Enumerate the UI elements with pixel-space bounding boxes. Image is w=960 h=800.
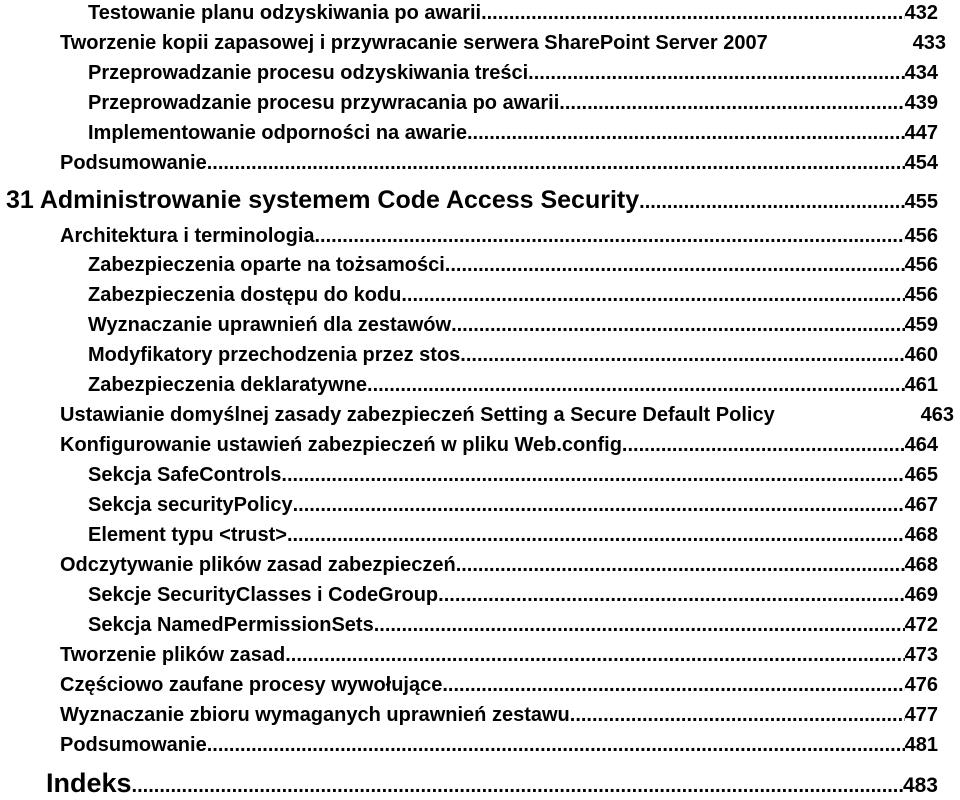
toc-entry-page: 468	[904, 524, 938, 546]
toc-entry-title: Tworzenie plików zasad	[60, 644, 286, 666]
toc-entry-page: 464	[904, 434, 938, 456]
dot-leader	[481, 2, 905, 25]
dot-leader	[285, 644, 904, 667]
toc-entry-page: 459	[904, 314, 938, 336]
toc-entry-page: 469	[904, 584, 938, 606]
toc-entry-page: 455	[904, 191, 938, 213]
toc-entry	[60, 32, 946, 55]
toc-entry-page: 477	[904, 704, 938, 726]
toc-entry-title: Odczytywanie plików zasad zabezpieczeń	[60, 554, 456, 576]
toc-entry-title: Przeprowadzanie procesu odzyskiwania treści	[88, 62, 529, 84]
toc-entry	[60, 152, 938, 175]
toc-entry-title: Konfigurowanie ustawień zabezpieczeń w pliku Web.config	[60, 434, 622, 456]
toc-entry-title: Wyznaczanie uprawnień dla zestawów	[88, 314, 452, 336]
toc-entry-page: 439	[904, 92, 938, 114]
toc-entry	[60, 404, 954, 427]
toc-entry	[88, 524, 938, 547]
toc-entry-page: 463	[920, 404, 954, 426]
toc-entry	[60, 225, 938, 248]
toc-entry-page: 460	[904, 344, 938, 366]
toc-entry	[60, 434, 938, 457]
dot-leader	[367, 374, 905, 397]
toc-entry-page: 465	[904, 464, 938, 486]
dot-leader	[456, 554, 905, 577]
toc-entry	[60, 674, 938, 697]
toc-entry-title: Zabezpieczenia deklaratywne	[88, 374, 368, 396]
dot-leader	[207, 734, 905, 757]
dot-leader	[438, 584, 904, 607]
toc-entry	[88, 2, 938, 25]
toc-entry-page: 467	[904, 494, 938, 516]
toc-entry-page: 434	[904, 62, 938, 84]
toc-entry-page: 461	[904, 374, 938, 396]
dot-leader	[570, 704, 905, 727]
dot-leader	[207, 152, 905, 175]
dot-leader	[442, 674, 904, 697]
toc-entry-title: Testowanie planu odzyskiwania po awarii	[88, 2, 482, 24]
toc-entry-page: 481	[904, 734, 938, 756]
toc-entry	[88, 314, 938, 337]
toc-entry	[88, 464, 938, 487]
toc-entry-page: 456	[904, 284, 938, 306]
toc-entry-title: Zabezpieczenia oparte na tożsamości	[88, 254, 445, 276]
toc-entry-title: Sekcja SafeControls	[88, 464, 282, 486]
dot-leader	[401, 284, 904, 307]
dot-leader	[315, 225, 905, 248]
toc-entry	[88, 284, 938, 307]
dot-leader	[293, 494, 905, 517]
toc-entry-page: 456	[904, 254, 938, 276]
toc-entry	[88, 254, 938, 277]
toc-entry-page: 432	[904, 2, 938, 24]
toc-entry	[88, 122, 938, 145]
toc-entry-title: Zabezpieczenia dostępu do kodu	[88, 284, 402, 306]
toc-entry-page: 472	[904, 614, 938, 636]
dot-leader	[467, 122, 905, 145]
toc-entry	[60, 644, 938, 667]
toc-entry-title: Element typu <trust>	[88, 524, 287, 546]
toc-entry-page: 476	[904, 674, 938, 696]
dot-leader	[445, 254, 905, 277]
dot-leader	[639, 191, 904, 214]
toc-entry-page: 473	[904, 644, 938, 666]
dot-leader	[528, 62, 904, 85]
toc-entry-title: Częściowo zaufane procesy wywołujące	[60, 674, 443, 696]
toc-entry-title: Ustawianie domyślnej zasady zabezpieczeń Setting a Secure Default Policy	[60, 404, 775, 426]
toc-entry-title: Modyfikatory przechodzenia przez stos	[88, 344, 461, 366]
toc-entry-page: 433	[912, 32, 946, 54]
toc-entry-title: Wyznaczanie zbioru wymaganych uprawnień zestawu	[60, 704, 570, 726]
toc-entry	[60, 554, 938, 577]
dot-leader	[374, 614, 905, 637]
toc-index-entry	[46, 768, 938, 799]
toc-entry-title: Indeks	[46, 768, 132, 798]
toc-entry-title: Przeprowadzanie procesu przywracania po awarii	[88, 92, 560, 114]
toc-entry-title: 31 Administrowanie systemem Code Access Security	[6, 186, 640, 214]
toc-entry	[88, 344, 938, 367]
dot-leader	[451, 314, 905, 337]
toc-entry	[88, 62, 938, 85]
toc-entry	[88, 584, 938, 607]
toc-entry-title: Sekcja NamedPermissionSets	[88, 614, 374, 636]
toc-entry-page: 447	[904, 122, 938, 144]
toc-entry-title: Podsumowanie	[60, 734, 207, 756]
toc-entry	[88, 92, 938, 115]
toc-entry	[88, 614, 938, 637]
toc-entry	[88, 374, 938, 397]
dot-leader	[132, 775, 903, 798]
toc-entry-page: 456	[904, 225, 938, 247]
toc-entry-title: Podsumowanie	[60, 152, 207, 174]
toc-entry-title: Sekcje SecurityClasses i CodeGroup	[88, 584, 439, 606]
toc-entry	[60, 734, 938, 757]
toc-entry-title: Sekcja securityPolicy	[88, 494, 293, 516]
dot-leader	[460, 344, 904, 367]
dot-leader	[287, 524, 905, 547]
toc-entry	[60, 704, 938, 727]
toc-entry-title: Architektura i terminologia	[60, 225, 315, 247]
toc-entry-page: 454	[904, 152, 938, 174]
toc-entry	[88, 494, 938, 517]
toc-entry-title: Implementowanie odporności na awarie	[88, 122, 467, 144]
toc-entry-page: 468	[904, 554, 938, 576]
toc-entry-title: Tworzenie kopii zapasowej i przywracanie serwera SharePoint Server 2007	[60, 32, 768, 54]
dot-leader	[622, 434, 905, 457]
toc-entry-page: 483	[902, 774, 938, 797]
dot-leader	[281, 464, 904, 487]
dot-leader	[559, 92, 904, 115]
toc-chapter-entry	[6, 186, 938, 215]
